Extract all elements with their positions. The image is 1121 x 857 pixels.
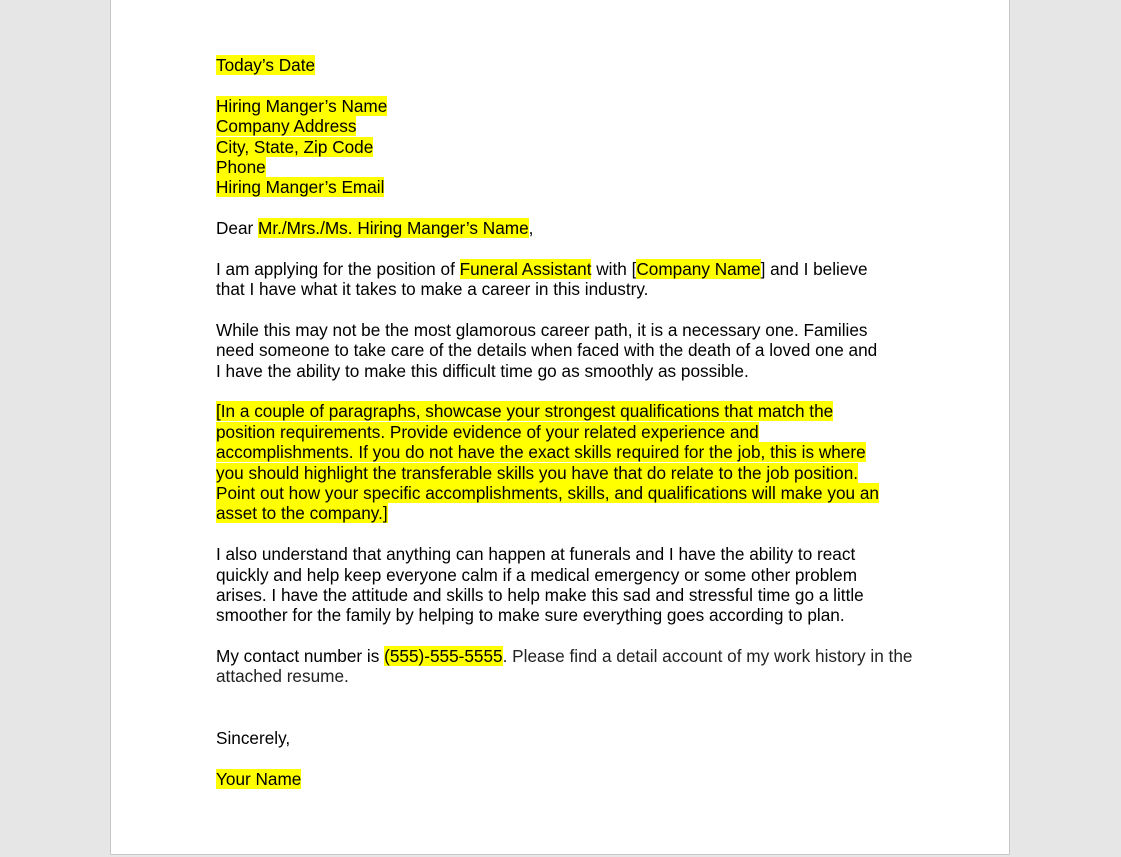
placeholder-line: position requirements. Provide evidence of your related experience and [216,421,759,442]
paragraph-line: I have the ability to make this difficult time go as smoothly as possible. [216,360,749,381]
paragraph-line: smoother for the family by helping to make sure everything goes according to plan. [216,605,845,626]
date-line: Today’s Date [216,55,316,75]
intro-text-2: with [ [591,258,637,279]
salutation-name: Mr./Mrs./Ms. Hiring Manger’s Name [258,218,529,239]
intro-paragraph [216,259,916,300]
paragraph-line: While this may not be the most glamorous career path, it is a necessary one. Families [216,319,868,340]
recipient-address: Company Address [216,116,357,137]
recipient-email: Hiring Manger’s Email [216,177,385,198]
recipient-name: Hiring Manger’s Name [216,95,388,116]
position-name: Funeral Assistant [459,258,592,279]
signature-name: Your Name [216,768,302,789]
salutation [216,218,916,238]
paragraph-line: need someone to take care of the details when faced with the death of a loved one and [216,340,878,361]
recipient-city: City, State, Zip Code [216,136,374,157]
paragraph-line: I also understand that anything can happen at funerals and I have the ability to react [216,544,856,565]
salutation-prefix: Dear [216,218,259,239]
placeholder-line: [In a couple of paragraphs, showcase your strongest qualifications that match the [216,401,834,422]
date-block [216,55,916,75]
recipient-block [216,96,916,198]
signature-block [216,769,916,789]
contact-line-2: attached resume. [216,666,349,687]
placeholder-paragraph [216,401,916,523]
salutation-suffix: , [528,218,534,239]
intro-text-1: I am applying for the position of [216,258,460,279]
placeholder-line: accomplishments. If you do not have the exact skills required for the job, this is where [216,442,866,463]
paragraph-line: quickly and help keep everyone calm if a medical emergency or some other problem [216,564,858,585]
company-name: Company Name [636,258,761,279]
intro-text-3: ] and I believe [760,258,868,279]
placeholder-line: you should highlight the transferable skills you have that do relate to the job position. [216,462,859,483]
closing [216,728,916,748]
intro-line-2: that I have what it takes to make a career in this industry. [216,279,649,300]
letter-body[interactable] [216,55,916,809]
contact-text-2: . Please find a detail account of my work history in the [502,646,913,667]
contact-paragraph [216,646,916,687]
paragraph-line: arises. I have the attitude and skills to help make this sad and stressful time go a little [216,584,864,605]
contact-phone: (555)-555-5555 [384,646,503,667]
body-paragraph-2 [216,320,916,381]
recipient-phone: Phone [216,156,266,177]
placeholder-line: asset to the company.] [216,503,388,524]
document-page [110,0,1010,855]
contact-text-1: My contact number is [216,646,385,667]
body-paragraph-4 [216,544,916,626]
closing-text: Sincerely, [216,727,291,748]
placeholder-line: Point out how your specific accomplishments, skills, and qualifications will make you an [216,482,879,503]
